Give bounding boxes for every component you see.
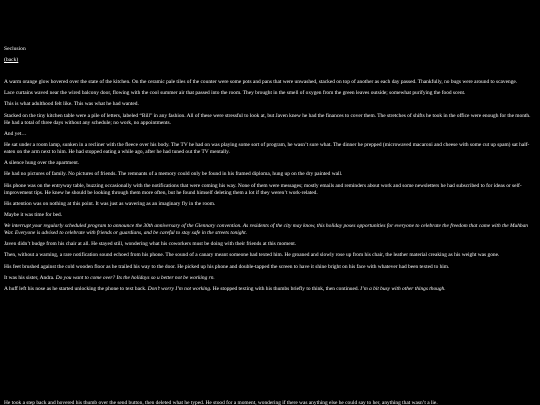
sister-text-paragraph — [4, 275, 532, 282]
sister-text-prefix: It was his sister, Andra. — [4, 274, 56, 281]
paragraph-14: His feet brushed against the cold wooden floor as he trailed his way to the door. He picked up his phone and double-tapped the screen to have it shine bright on his face with whatever had been texted to him. — [4, 263, 450, 270]
paragraph-5: And yet… — [4, 130, 27, 137]
reply-text-2: He stopped texting with his thumbs briefly to think, then continued. — [211, 286, 361, 292]
back-link[interactable]: (back) — [4, 57, 19, 63]
reply-paragraph — [4, 286, 532, 293]
paragraph-7: A silence hung over the apartment. — [4, 160, 80, 167]
sister-text-message: Do you want to come over? Its the holidays so u better not be working rn. — [55, 274, 215, 281]
cut-off-paragraph: He took a step back and hovered his thumb over the send button, then deleted what he typed. He stood for a moment, wondering if there was anything else he could say to her, anything that wasn’t a lie. — [4, 400, 438, 405]
paragraph-2: Lace curtains waved near the wired balcony door, flowing with the cool summer air that passed into the room. They brought in the smell of oxygen from the green leaves outside; somewhat purifying the food scent. — [4, 90, 466, 97]
paragraph-9: His phone was on the entryway table, buzzing occasionally with the notifications that were coming his way. None of them were messages; mostly emails and reminders about work and some newsletters he had subscribed to for ideas or self-improvement tips. He knew he should be looking through them more often, but he found himself deleting them a lot if they weren’t work-related. — [4, 182, 522, 196]
paragraph-13: Then, without a warning, a rare notification sound echoed from his phone. The sound of a canary meant someone had texted him. He groaned and slowly rose up from his chair, the leather material creaking as his weight was gone. — [4, 252, 500, 259]
reply-message-2: I’m a bit busy with other things though. — [360, 286, 446, 292]
story-content — [4, 46, 532, 297]
paragraph-8: He had no pictures of family. No pictures of friends. The remnants of a memory could only be found in his framed diploma, hung up on the dry painted wall. — [4, 171, 343, 178]
reply-message-1: Don’t worry I’m not working. — [147, 286, 212, 292]
paragraph-12: Javen didn’t budge from his chair at all. He stayed still, wondering what his coworkers must be doing with their friends at this moment. — [4, 241, 297, 248]
paragraph-4: Stacked on the tiny kitchen table were a pile of letters, labeled “Bill” in any fashion. All of these were stressful to look at, but Javen knew he had the finances to cover them. The stretches of shifts he took in the office were enough for the month. He had a total of three days without any schedule; no work, no appointments. — [4, 112, 531, 126]
reply-text-1: A huff left his nose as he started unlocking the phone to text back. — [4, 286, 148, 292]
paragraph-3: This is what adulthood felt like. This was what he had wanted. — [4, 101, 139, 108]
paragraph-6: He sat under a room lamp, sunken in a recliner with the fleece over his body. The TV he had on was playing some sort of program, he wasn’t sure what. The dinner he prepped (microwaved macaroni and cheese with some cut up spam) sat half-eaten on the arm next to him. He had stopped eating a while ago, after he had tuned out the TV mentally. — [4, 141, 530, 155]
paragraph-1: A warm orange glow hovered over the state of the kitchen. On the ceramic pale tiles of the counter were some pots and pans that were unwashed, stacked on top of another as each day passed. Thankfully, no bugs were around to scavenge. — [4, 79, 518, 85]
paragraph-10: His attention was on nothing at this point. It was just as wavering as an imaginary fly in the room. — [4, 200, 216, 207]
broadcast-paragraph: We interrupt your regularly scheduled program to announce the 30th anniversary of the Glennary convention. As residents of the city may know, this holiday poses opportunities for everyone to celebrate the freedom that came with the Muhban War. Everyone is advised to celebrate with friends or guardians, and be careful to stay safe in the streets tonight. — [4, 223, 528, 237]
story-title: Seclusion — [4, 46, 26, 52]
paragraph-11: Maybe it was time for bed. — [4, 211, 63, 218]
